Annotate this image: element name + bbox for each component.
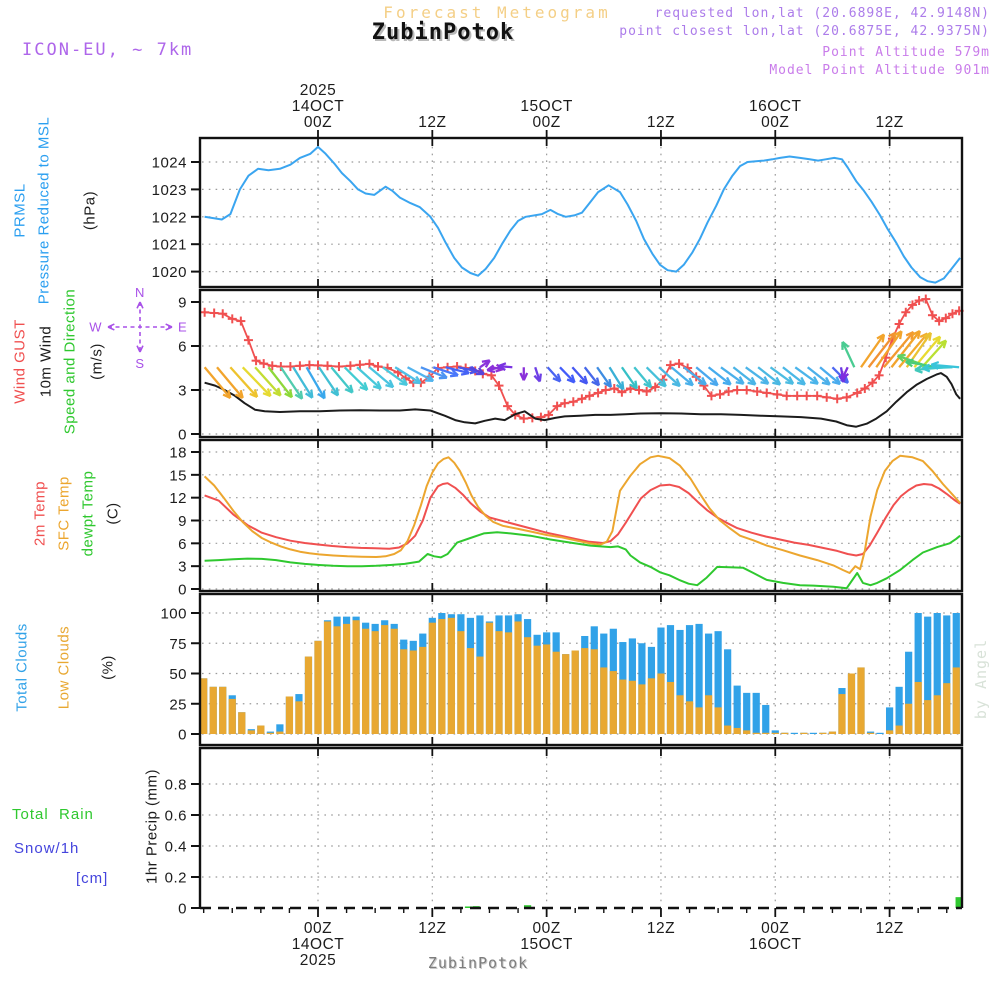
svg-text:1023: 1023 bbox=[151, 181, 187, 199]
total-cloud-bar bbox=[724, 649, 731, 734]
temp-sfc-label: SFC Temp bbox=[55, 476, 73, 551]
low-cloud-bar bbox=[514, 621, 521, 734]
cm-unit-label: [cm] bbox=[76, 870, 109, 887]
low-cloud-bar bbox=[295, 701, 302, 734]
low-cloud-bar bbox=[686, 701, 693, 734]
svg-text:00Z: 00Z bbox=[303, 114, 333, 131]
low-cloud-bar bbox=[648, 678, 655, 734]
low-cloud-bar bbox=[724, 726, 731, 734]
svg-text:1022: 1022 bbox=[151, 209, 187, 227]
low-cloud-bar bbox=[505, 632, 512, 734]
temp-dewpt-label: dewpt Temp bbox=[79, 470, 97, 557]
watermark: by Angel bbox=[972, 638, 990, 720]
low-cloud-bar bbox=[800, 733, 807, 734]
svg-text:S: S bbox=[135, 356, 145, 371]
pressure-panel bbox=[152, 138, 962, 287]
low-cloud-bar bbox=[619, 680, 626, 734]
plot-title: Forecast Meteogram bbox=[383, 3, 611, 22]
low-cloud-bar bbox=[257, 726, 264, 734]
svg-text:16OCT: 16OCT bbox=[749, 936, 802, 953]
low-cloud-bar bbox=[267, 733, 274, 734]
wind-panel bbox=[178, 290, 963, 444]
low-cloud-bar bbox=[896, 726, 903, 734]
low-cloud-bar bbox=[391, 629, 398, 734]
svg-text:N: N bbox=[135, 285, 145, 300]
low-cloud-bar bbox=[600, 667, 607, 734]
low-cloud-bar bbox=[695, 707, 702, 734]
low-cloud-bar bbox=[476, 657, 483, 734]
svg-text:12Z: 12Z bbox=[418, 920, 447, 937]
low-cloud-bar bbox=[419, 647, 426, 734]
low-cloud-bar bbox=[667, 682, 674, 734]
low-cloud-bar bbox=[229, 699, 236, 734]
low-cloud-bar bbox=[400, 649, 407, 734]
svg-text:00Z: 00Z bbox=[532, 114, 561, 131]
svg-text:0: 0 bbox=[178, 726, 187, 744]
low-cloud-bar bbox=[495, 631, 502, 734]
low-cloud-bar bbox=[838, 694, 845, 734]
svg-text:0.2: 0.2 bbox=[164, 869, 187, 887]
low-cloud-bar bbox=[353, 620, 360, 734]
requested-coords-label: requested lon,lat (20.6898E, 42.9148N) bbox=[654, 6, 990, 21]
low-cloud-bar bbox=[581, 648, 588, 734]
low-cloud-bar bbox=[210, 687, 217, 734]
low-cloud-bar bbox=[762, 733, 769, 734]
svg-text:0.6: 0.6 bbox=[164, 807, 187, 825]
svg-text:12Z: 12Z bbox=[646, 920, 676, 937]
low-cloud-bar bbox=[610, 671, 617, 734]
low-cloud-bar bbox=[305, 657, 312, 734]
low-cloud-bar bbox=[772, 733, 779, 734]
low-cloud-bar bbox=[657, 674, 664, 735]
precip-panel bbox=[165, 748, 963, 918]
total-rain-label: Total Rain bbox=[12, 806, 94, 823]
svg-text:W: W bbox=[89, 319, 102, 335]
low-cloud-bar bbox=[848, 674, 855, 735]
low-cloud-bar bbox=[410, 651, 417, 734]
total-clouds-label: Total Clouds bbox=[13, 623, 31, 712]
point-altitude-label: Point Altitude 579m bbox=[822, 45, 990, 60]
low-cloud-bar bbox=[219, 687, 226, 734]
low-cloud-bar bbox=[953, 667, 960, 734]
low-cloud-bar bbox=[238, 712, 245, 734]
temp-sfc-line bbox=[205, 456, 961, 573]
low-cloud-bar bbox=[743, 730, 750, 734]
low-cloud-bar bbox=[372, 631, 379, 734]
svg-text:100: 100 bbox=[160, 605, 187, 623]
low-cloud-bar bbox=[438, 619, 445, 734]
svg-text:16OCT: 16OCT bbox=[749, 98, 802, 115]
total-cloud-bar bbox=[762, 705, 769, 734]
low-cloud-bar bbox=[524, 637, 531, 734]
clouds-panel bbox=[160, 594, 962, 745]
svg-text:25: 25 bbox=[169, 696, 187, 714]
temp-panel bbox=[169, 440, 962, 599]
low-cloud-bar bbox=[829, 732, 836, 734]
svg-text:1021: 1021 bbox=[151, 236, 187, 254]
svg-text:50: 50 bbox=[169, 666, 187, 683]
svg-text:00Z: 00Z bbox=[303, 920, 333, 937]
low-cloud-bar bbox=[467, 648, 474, 734]
low-cloud-bar bbox=[534, 646, 541, 734]
low-cloud-bar bbox=[734, 728, 741, 734]
svg-text:12Z: 12Z bbox=[418, 114, 447, 131]
station-title: ZubinPotok bbox=[371, 20, 515, 45]
low-cloud-bar bbox=[486, 623, 493, 734]
low-cloud-bar bbox=[381, 625, 388, 734]
svg-text:12Z: 12Z bbox=[646, 114, 676, 131]
svg-text:2025: 2025 bbox=[299, 952, 337, 969]
prmsl-label: PRMSL bbox=[11, 183, 29, 238]
low-cloud-bar bbox=[276, 732, 283, 734]
low-cloud-bar bbox=[638, 684, 645, 734]
svg-text:0: 0 bbox=[178, 581, 187, 599]
total-cloud-bar bbox=[753, 693, 760, 734]
svg-text:00Z: 00Z bbox=[761, 114, 790, 131]
low-cloud-bar bbox=[867, 733, 874, 734]
model-name-label: ICON-EU, ~ 7km bbox=[22, 40, 194, 60]
celsius-unit-label: (C) bbox=[104, 502, 122, 525]
ms-unit-label: (m/s) bbox=[88, 343, 106, 380]
footer-station-label: ZubinPotok bbox=[427, 954, 529, 972]
precip-unit-label: 1hr Precip (mm) bbox=[143, 769, 161, 885]
low-cloud-bar bbox=[248, 730, 255, 734]
svg-text:0: 0 bbox=[178, 426, 187, 444]
low-cloud-bar bbox=[286, 696, 293, 734]
low-cloud-bar bbox=[572, 651, 579, 734]
svg-text:15: 15 bbox=[169, 467, 187, 485]
svg-text:1020: 1020 bbox=[151, 264, 187, 282]
svg-text:6: 6 bbox=[178, 338, 187, 356]
low-cloud-bar bbox=[943, 683, 950, 734]
low-cloud-bar bbox=[705, 695, 712, 734]
svg-text:75: 75 bbox=[169, 635, 187, 653]
pressure-reduced-label: Pressure Reduced to MSL bbox=[35, 116, 53, 305]
low-cloud-bar bbox=[676, 695, 683, 734]
closest-coords-label: point closest lon,lat (20.6875E, 42.9375N) bbox=[619, 24, 990, 39]
svg-text:E: E bbox=[178, 319, 188, 335]
svg-text:0.4: 0.4 bbox=[164, 838, 187, 856]
snow-label: Snow/1h bbox=[14, 840, 80, 857]
cloud-bars bbox=[200, 613, 960, 734]
speed-direction-label: Speed and Direction bbox=[61, 288, 79, 435]
svg-text:15OCT: 15OCT bbox=[520, 98, 573, 115]
low-cloud-bar bbox=[314, 641, 321, 734]
svg-text:12Z: 12Z bbox=[875, 114, 904, 131]
low-cloud-bar bbox=[924, 700, 931, 734]
low-cloud-bar bbox=[553, 652, 560, 734]
low-cloud-bar bbox=[343, 624, 350, 734]
svg-text:14OCT: 14OCT bbox=[291, 936, 345, 953]
svg-text:12: 12 bbox=[169, 490, 187, 508]
low-cloud-bar bbox=[915, 682, 922, 734]
low-cloud-bar bbox=[562, 654, 569, 734]
svg-text:9: 9 bbox=[178, 513, 187, 531]
low-cloud-bar bbox=[819, 733, 826, 734]
total-cloud-bar bbox=[743, 693, 750, 734]
low-cloud-bar bbox=[362, 629, 369, 734]
temp-2m-label: 2m Temp bbox=[31, 481, 49, 546]
low-cloud-bar bbox=[715, 707, 722, 734]
svg-text:00Z: 00Z bbox=[761, 920, 790, 937]
svg-text:14OCT: 14OCT bbox=[291, 98, 345, 115]
low-cloud-bar bbox=[324, 621, 331, 734]
svg-text:2025: 2025 bbox=[299, 82, 337, 99]
percent-unit-label: (%) bbox=[99, 655, 117, 680]
low-cloud-bar bbox=[457, 631, 464, 734]
total-cloud-bar bbox=[734, 686, 741, 734]
svg-text:3: 3 bbox=[178, 382, 187, 400]
low-cloud-bar bbox=[753, 733, 760, 734]
svg-text:1024: 1024 bbox=[151, 154, 187, 172]
low-cloud-bar bbox=[905, 704, 912, 734]
svg-text:15OCT: 15OCT bbox=[520, 936, 573, 953]
total-cloud-bar bbox=[791, 733, 798, 734]
svg-text:12Z: 12Z bbox=[875, 920, 904, 937]
low-cloud-bar bbox=[934, 695, 941, 734]
svg-text:18: 18 bbox=[169, 444, 187, 462]
svg-text:3: 3 bbox=[178, 558, 187, 576]
low-cloud-bar bbox=[629, 681, 636, 734]
low-cloud-bar bbox=[781, 733, 788, 734]
low-cloud-bar bbox=[333, 626, 340, 734]
low-clouds-label: Low Clouds bbox=[55, 625, 73, 710]
low-cloud-bar bbox=[857, 667, 864, 734]
svg-text:00Z: 00Z bbox=[532, 920, 561, 937]
svg-text:9: 9 bbox=[178, 294, 187, 312]
model-altitude-label: Model Point Altitude 901m bbox=[769, 63, 990, 78]
low-cloud-bar bbox=[429, 623, 436, 734]
low-cloud-bar bbox=[886, 730, 893, 734]
wind-10m-label: 10m Wind bbox=[37, 325, 55, 398]
hpa-unit-label: (hPa) bbox=[81, 190, 99, 231]
svg-text:0.8: 0.8 bbox=[164, 776, 187, 794]
low-cloud-bar bbox=[448, 618, 455, 734]
total-cloud-bar bbox=[810, 733, 817, 734]
total-cloud-bar bbox=[876, 733, 883, 734]
total-cloud-bar bbox=[886, 707, 893, 734]
svg-text:0: 0 bbox=[178, 900, 187, 918]
wind-gust-label: Wind GUST bbox=[11, 319, 29, 404]
low-cloud-bar bbox=[591, 649, 598, 734]
svg-text:6: 6 bbox=[178, 535, 187, 553]
low-cloud-bar bbox=[543, 644, 550, 734]
